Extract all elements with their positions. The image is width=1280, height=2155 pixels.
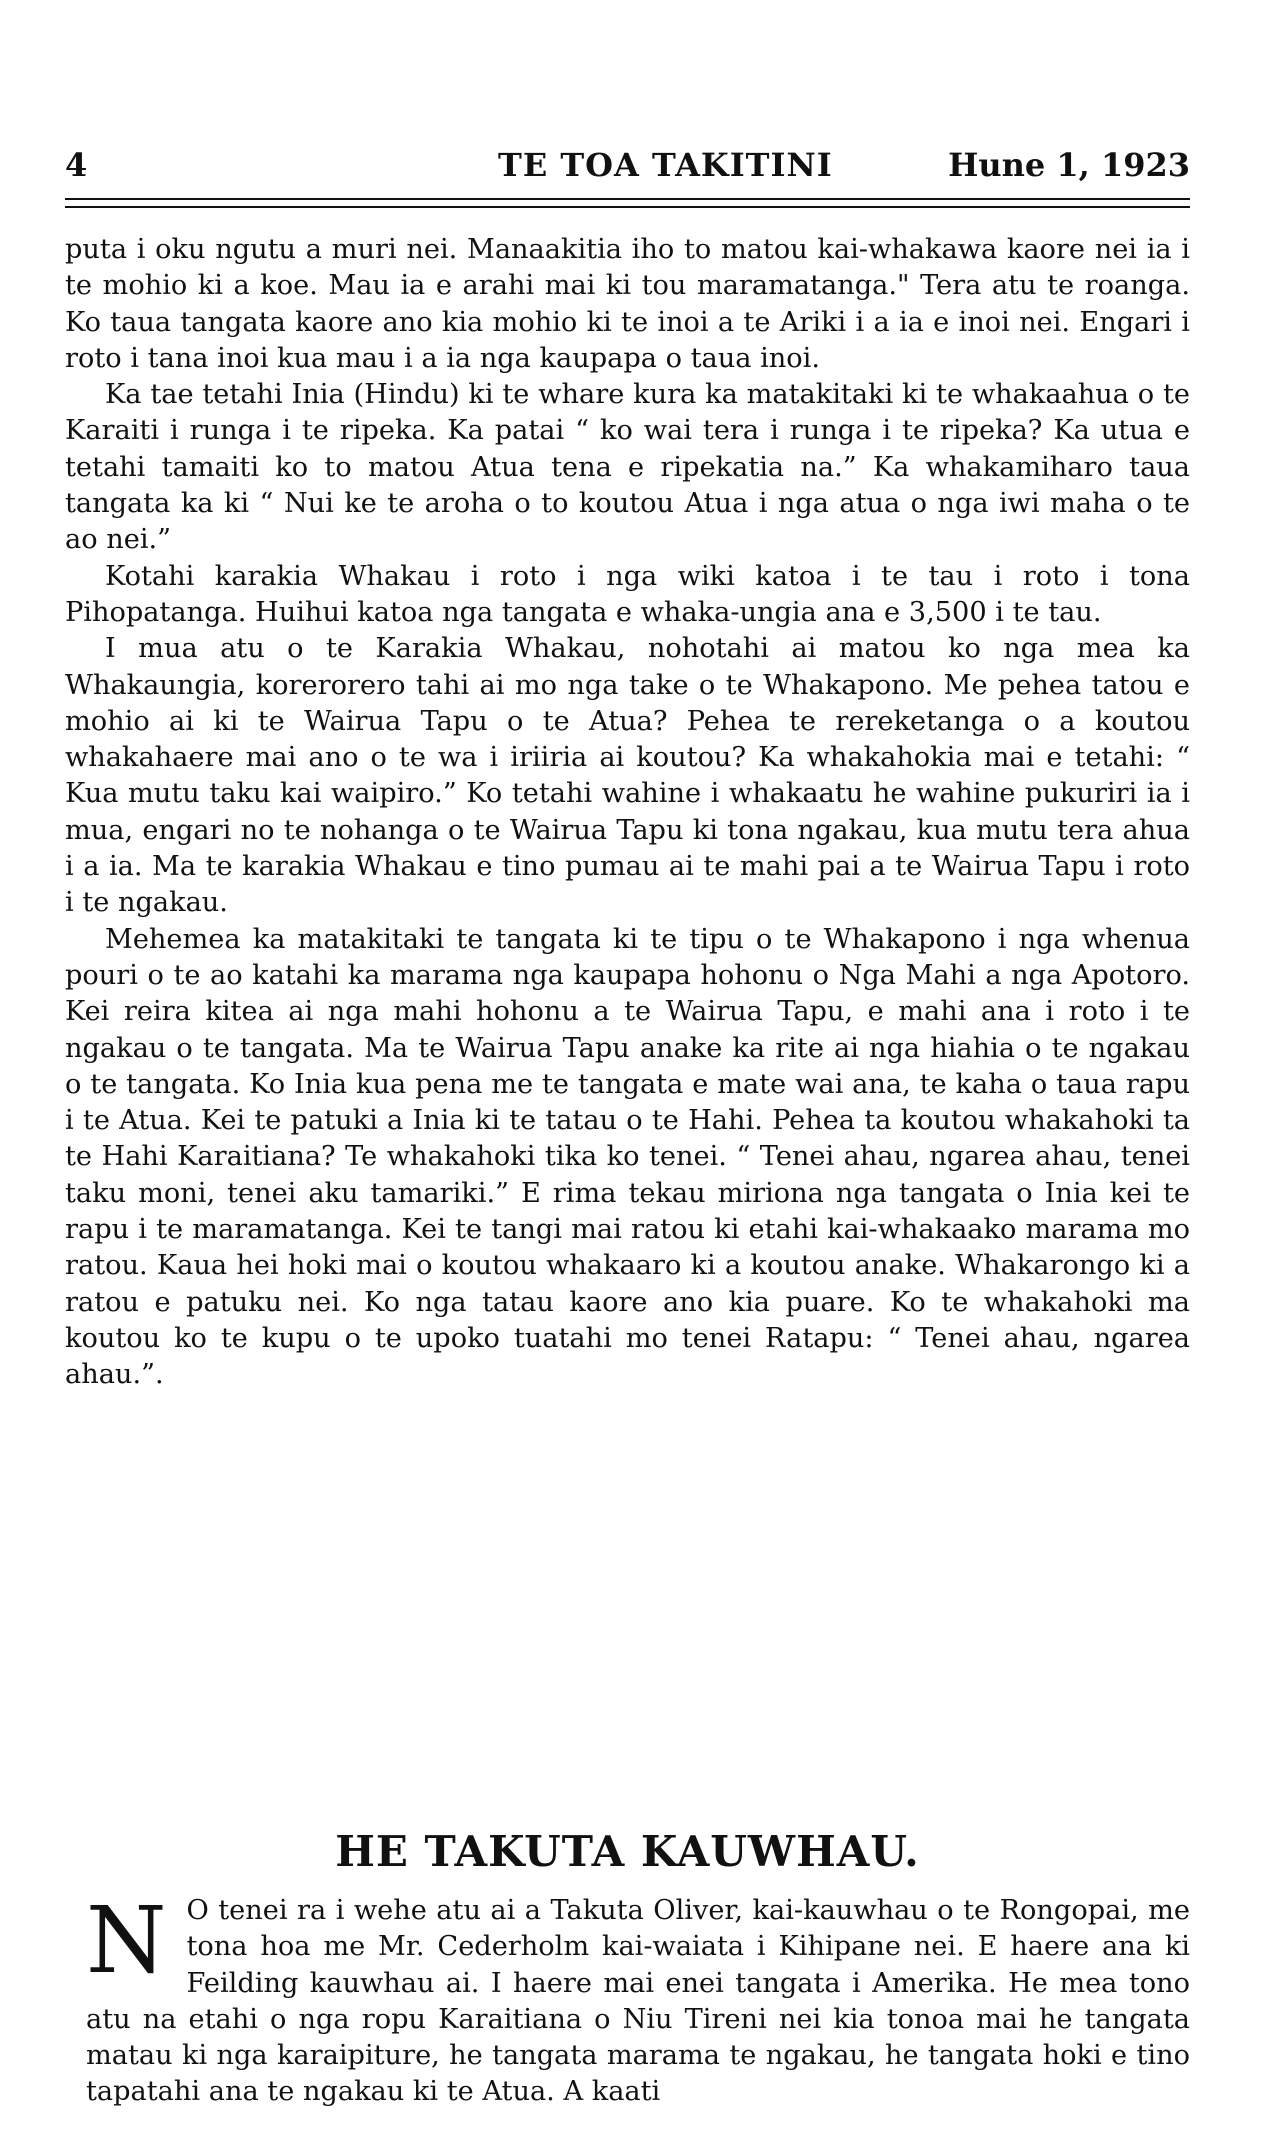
paragraph: Mehemea ka matakitaki te tangata ki te tipu o te Whakapono i nga whenua pouri o te ao katahi ka marama nga kaupapa hohonu o Nga Mahi a nga Apotoro. Kei reira kitea ai nga mahi hohonu a te Wairua Tapu, e mahi ana i roto i te ngakau o te tangata. Ma te Wairua Tapu anake ka rite ai nga hiahia o te ngakau o te tangata. Ko Inia kua pena me te tangata e mate wai ana, te kaha o taua rapu i te Atua. Kei te patuki a Inia ki te tatau o te Hahi. Pehea ta koutou whakahoki ta te Hahi Karaitiana? Te whakahoki tika ko tenei. “ Tenei ahau, ngarea ahau, tenei taku moni, tenei aku tamariki.” E rima tekau miriona nga tangata o Inia kei te rapu i te maramatanga. Kei te tangi mai ratou ki etahi kai-whakaako marama mo ratou. Kaua hei hoki mai o koutou whakaaro ki a koutou anake. Whakarongo ki a ratou e patuku nei. Ko nga tatau kaore ano kia puare. Ko te whakahoki ma koutou ko te kupu o te upoko tuatahi mo tenei Ratapu: “ Tenei ahau, ngarea ahau.”. (65, 923, 1190, 1391)
drop-cap: N (86, 1887, 167, 1994)
paragraph: Kotahi karakia Whakau i roto i nga wiki katoa i te tau i roto i tona Pihopatanga. Huihui katoa nga tangata e whaka-ungia ana e 3,500 i te tau. (65, 560, 1190, 628)
issue-date: Hune 1, 1923 (948, 146, 1190, 184)
paragraph: I mua atu o te Karakia Whakau, nohotahi ai matou ko nga mea ka Whakaungia, korerorero tahi ai mo nga take o te Whakapono. Me pehea tatou e mohio ai ki te Wairua Tapu o te Atua? Pehea te rereketanga o a koutou whakahaere mai ano o te wa i iriiria ai koutou? Ka whakahokia mai e tetahi: “ Kua mutu taku kai waipiro.” Ko tetahi wahine i whakaatu he wahine pukuriri ia i mua, engari no te nohanga o te Wairua Tapu ki tona ngakau, kua mutu tera ahua i a ia. Ma te karakia Whakau e tino pumau ai te mahi pai a te Wairua Tapu i roto i te ngakau. (65, 633, 1190, 919)
section-body (86, 1887, 1190, 2111)
section-paragraph (86, 1887, 1190, 2111)
article-body (65, 232, 1190, 1394)
header-rule (65, 206, 1190, 208)
section-heading: HE TAKUTA KAUWHAU. (335, 1827, 920, 1876)
section-paragraph-text: O tenei ra i wehe atu ai a Takuta Oliver, kai-kauwhau o te Rongopai, me tona hoa me Mr. Cederholm kai-waiata i Kihipane nei. E haere ana ki Feilding kauwhau ai. I haere mai enei tangata i Amerika. He mea tono atu na etahi o nga ropu Karaitiana o Niu Tireni nei kia tonoa mai he tangata matau ki nga karaipiture, he tangata marama te ngakau, he tangata hoki e tino tapatahi ana te ngakau ki te Atua. A kaati (86, 1895, 1190, 2108)
header-rule (65, 198, 1190, 200)
paragraph: Ka tae tetahi Inia (Hindu) ki te whare kura ka matakitaki ki te whakaahua o te Karaiti i runga i te ripeka. Ka patai “ ko wai tera i runga i te ripeka? Ka utua e tetahi tamaiti ko to matou Atua tena e ripekatia na.” Ka whakamiharo taua tangata ka ki “ Nui ke te aroha o to koutou Atua i nga atua o nga iwi maha o te ao nei.” (65, 379, 1190, 556)
page-header (65, 146, 1190, 194)
journal-title: TE TOA TAKITINI (498, 146, 833, 184)
paragraph: puta i oku ngutu a muri nei. Manaakitia iho to matou kai-whakawa kaore nei ia i te mohio ki a koe. Mau ia e arahi mai ki tou maramatanga." Tera atu te roanga. Ko taua tangata kaore ano kia mohio ki te inoi a te Ariki i a ia e inoi nei. Engari i roto i tana inoi kua mau i a ia nga kaupapa o taua inoi. (65, 234, 1190, 374)
page-number: 4 (65, 146, 88, 184)
